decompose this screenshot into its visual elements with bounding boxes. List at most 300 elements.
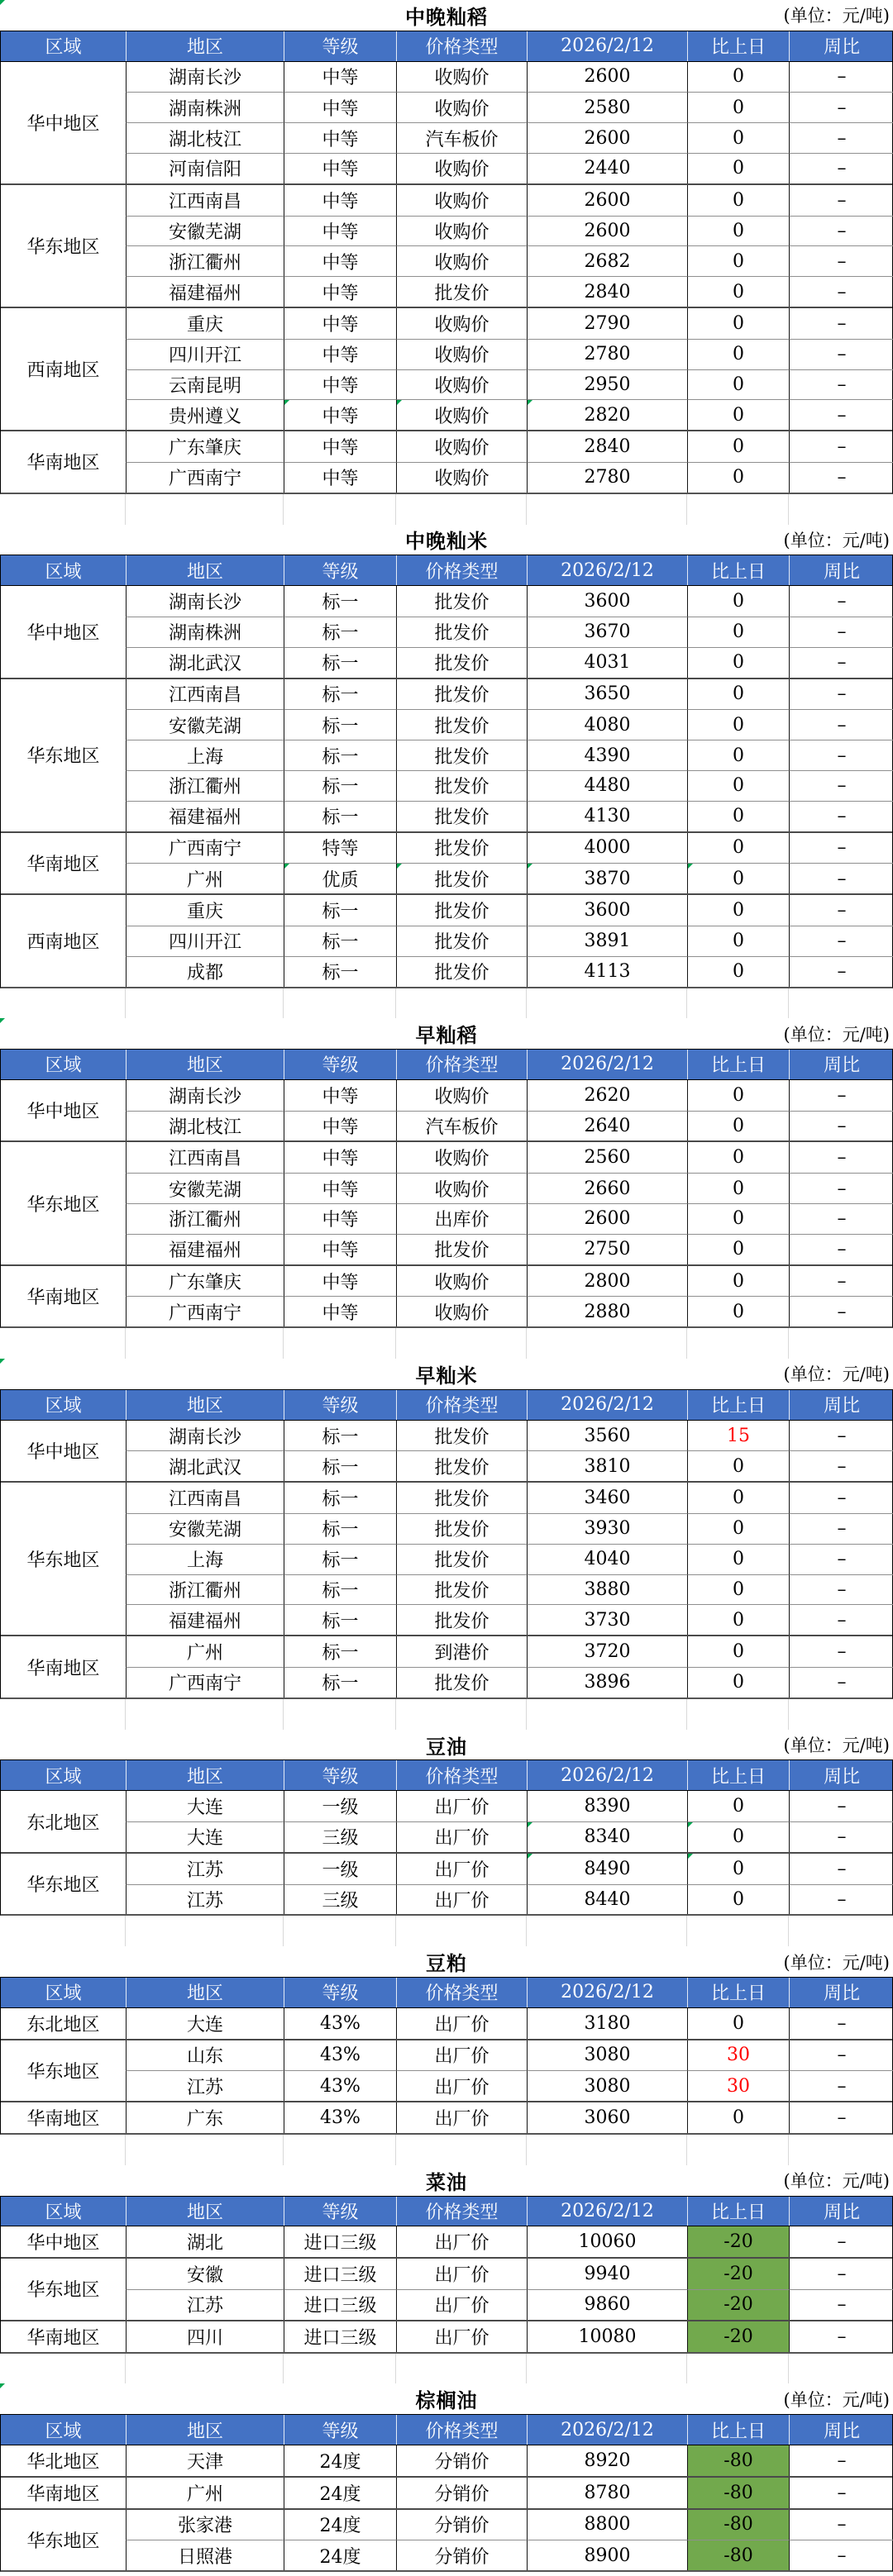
- cell-grade[interactable]: 中等: [284, 431, 396, 462]
- header-cell-grade[interactable]: 等级: [284, 1390, 396, 1420]
- cell-grade[interactable]: 进口三级: [284, 2259, 396, 2289]
- cell-price[interactable]: 2660: [527, 1173, 687, 1203]
- header-cell-ptype[interactable]: 价格类型: [396, 1050, 527, 1079]
- cell-price[interactable]: 2620: [527, 1080, 687, 1111]
- cell-price[interactable]: 3880: [527, 1574, 687, 1605]
- cell-ptype[interactable]: 收购价: [396, 431, 527, 462]
- cell-week[interactable]: –: [789, 647, 893, 678]
- header-cell-chg[interactable]: 比上日: [687, 1390, 789, 1420]
- cell-price[interactable]: 4480: [527, 770, 687, 801]
- cell-ptype[interactable]: 收购价: [396, 308, 527, 339]
- cell-area[interactable]: 天津: [126, 2445, 284, 2476]
- cell-ptype[interactable]: 批发价: [396, 956, 527, 987]
- cell-area[interactable]: 广州: [126, 1636, 284, 1667]
- cell-chg[interactable]: -20: [687, 2321, 789, 2352]
- cell-price[interactable]: 8900: [527, 2540, 687, 2570]
- cell-chg[interactable]: 30: [687, 2070, 789, 2101]
- header-cell-week[interactable]: 周比: [789, 31, 893, 61]
- cell-week[interactable]: –: [789, 2259, 893, 2289]
- header-cell-region[interactable]: 区域: [45, 37, 82, 59]
- header-cell-region[interactable]: 区域: [45, 1055, 82, 1077]
- header-cell-chg[interactable]: 比上日: [687, 31, 789, 61]
- cell-chg[interactable]: 0: [687, 1544, 789, 1574]
- cell-chg[interactable]: 0: [687, 1667, 789, 1697]
- cell-area[interactable]: 福建福州: [126, 1604, 284, 1635]
- cell-ptype[interactable]: 收购价: [396, 462, 527, 493]
- header-cell-region[interactable]: 区域: [45, 2421, 82, 2442]
- cell-chg[interactable]: 0: [687, 462, 789, 493]
- cell-week[interactable]: –: [789, 1080, 893, 1111]
- cell-week[interactable]: –: [789, 1111, 893, 1141]
- cell-grade[interactable]: 24度: [284, 2540, 396, 2570]
- cell-area[interactable]: 湖南株洲: [126, 92, 284, 122]
- cell-grade[interactable]: 三级: [284, 1884, 396, 1915]
- cell-ptype[interactable]: 出厂价: [396, 2040, 527, 2071]
- header-cell-week[interactable]: 周比: [789, 1050, 893, 1079]
- cell-area[interactable]: 上海: [126, 1544, 284, 1574]
- cell-region[interactable]: 华北地区: [26, 2451, 100, 2473]
- cell-price[interactable]: 3600: [527, 586, 687, 617]
- cell-area[interactable]: 江西南昌: [126, 1142, 284, 1173]
- cell-ptype[interactable]: 批发价: [396, 770, 527, 801]
- cell-price[interactable]: 2840: [527, 276, 687, 307]
- header-cell-grade[interactable]: 等级: [284, 1760, 396, 1790]
- cell-area[interactable]: 江西南昌: [126, 679, 284, 710]
- cell-grade[interactable]: 标一: [284, 895, 396, 926]
- cell-grade[interactable]: 24度: [284, 2445, 396, 2476]
- cell-chg[interactable]: -80: [687, 2540, 789, 2570]
- cell-chg[interactable]: 0: [687, 895, 789, 926]
- cell-grade[interactable]: 中等: [284, 216, 396, 246]
- cell-price[interactable]: 2640: [527, 1111, 687, 1141]
- cell-week[interactable]: –: [789, 2510, 893, 2540]
- cell-region[interactable]: 华南地区: [26, 2109, 100, 2131]
- header-cell-area[interactable]: 地区: [126, 1050, 284, 1079]
- cell-week[interactable]: –: [789, 801, 893, 831]
- cell-price[interactable]: 2560: [527, 1142, 687, 1173]
- cell-region[interactable]: 华南地区: [26, 1287, 100, 1308]
- cell-area[interactable]: 广州: [126, 863, 284, 893]
- cell-chg[interactable]: 0: [687, 863, 789, 893]
- header-cell-grade[interactable]: 等级: [284, 2197, 396, 2226]
- cell-area[interactable]: 大连: [126, 1791, 284, 1821]
- cell-area[interactable]: 湖北枝江: [126, 1111, 284, 1141]
- cell-week[interactable]: –: [789, 863, 893, 893]
- cell-week[interactable]: –: [789, 2008, 893, 2039]
- cell-price[interactable]: 3560: [527, 1421, 687, 1451]
- cell-grade[interactable]: 标一: [284, 679, 396, 710]
- cell-chg[interactable]: 0: [687, 1574, 789, 1605]
- cell-ptype[interactable]: 批发价: [396, 1667, 527, 1697]
- cell-ptype[interactable]: 出厂价: [396, 1791, 527, 1821]
- cell-chg[interactable]: 0: [687, 122, 789, 153]
- cell-grade[interactable]: 标一: [284, 740, 396, 770]
- cell-ptype[interactable]: 出厂价: [396, 2070, 527, 2101]
- cell-ptype[interactable]: 收购价: [396, 1142, 527, 1173]
- cell-week[interactable]: –: [789, 709, 893, 740]
- cell-region[interactable]: 华南地区: [26, 2327, 100, 2349]
- cell-ptype[interactable]: 批发价: [396, 1513, 527, 1544]
- cell-price[interactable]: 4040: [527, 1544, 687, 1574]
- cell-price[interactable]: 3080: [527, 2070, 687, 2101]
- cell-area[interactable]: 湖南长沙: [126, 1421, 284, 1451]
- cell-region[interactable]: 华东地区: [26, 1875, 100, 1897]
- cell-grade[interactable]: 43%: [284, 2008, 396, 2039]
- cell-week[interactable]: –: [789, 1421, 893, 1451]
- cell-price[interactable]: 2790: [527, 308, 687, 339]
- cell-chg[interactable]: 0: [687, 1142, 789, 1173]
- header-cell-chg[interactable]: 比上日: [687, 2415, 789, 2445]
- cell-grade[interactable]: 中等: [284, 308, 396, 339]
- header-cell-week[interactable]: 周比: [789, 555, 893, 585]
- cell-chg[interactable]: 0: [687, 1821, 789, 1852]
- cell-price[interactable]: 8440: [527, 1884, 687, 1915]
- cell-chg[interactable]: 0: [687, 431, 789, 462]
- cell-price[interactable]: 8490: [527, 1854, 687, 1884]
- cell-price[interactable]: 2880: [527, 1296, 687, 1326]
- cell-ptype[interactable]: 批发价: [396, 926, 527, 956]
- cell-grade[interactable]: 标一: [284, 617, 396, 647]
- cell-week[interactable]: –: [789, 1544, 893, 1574]
- header-cell-week[interactable]: 周比: [789, 2415, 893, 2445]
- cell-grade[interactable]: 标一: [284, 1604, 396, 1635]
- cell-area[interactable]: 浙江衢州: [126, 1574, 284, 1605]
- cell-chg[interactable]: 0: [687, 276, 789, 307]
- cell-area[interactable]: 广东: [126, 2102, 284, 2133]
- cell-area[interactable]: 安徽芜湖: [126, 709, 284, 740]
- cell-ptype[interactable]: 收购价: [396, 153, 527, 183]
- cell-ptype[interactable]: 出库价: [396, 1203, 527, 1234]
- cell-price[interactable]: 3930: [527, 1513, 687, 1544]
- cell-price[interactable]: 3080: [527, 2040, 687, 2071]
- cell-week[interactable]: –: [789, 1266, 893, 1297]
- cell-chg[interactable]: -80: [687, 2478, 789, 2508]
- cell-ptype[interactable]: 批发价: [396, 833, 527, 864]
- cell-price[interactable]: 3891: [527, 926, 687, 956]
- cell-grade[interactable]: 中等: [284, 1203, 396, 1234]
- header-cell-area[interactable]: 地区: [126, 2197, 284, 2226]
- cell-chg[interactable]: 0: [687, 2008, 789, 2039]
- cell-ptype[interactable]: 批发价: [396, 679, 527, 710]
- cell-price[interactable]: 10080: [527, 2321, 687, 2352]
- cell-chg[interactable]: 0: [687, 1604, 789, 1635]
- cell-area[interactable]: 成都: [126, 956, 284, 987]
- cell-grade[interactable]: 一级: [284, 1791, 396, 1821]
- cell-chg[interactable]: -20: [687, 2289, 789, 2320]
- cell-area[interactable]: 日照港: [126, 2540, 284, 2570]
- cell-ptype[interactable]: 收购价: [396, 1296, 527, 1326]
- cell-price[interactable]: 8780: [527, 2478, 687, 2508]
- cell-week[interactable]: –: [789, 2478, 893, 2508]
- cell-area[interactable]: 浙江衢州: [126, 1203, 284, 1234]
- header-cell-region[interactable]: 区域: [45, 561, 82, 583]
- header-cell-date[interactable]: 2026/2/12: [527, 1760, 687, 1790]
- cell-price[interactable]: 2600: [527, 185, 687, 216]
- cell-region[interactable]: 华中地区: [26, 1441, 100, 1463]
- header-cell-week[interactable]: 周比: [789, 1978, 893, 2007]
- cell-grade[interactable]: 标一: [284, 801, 396, 831]
- cell-chg[interactable]: 0: [687, 153, 789, 183]
- header-cell-area[interactable]: 地区: [126, 31, 284, 61]
- cell-week[interactable]: –: [789, 62, 893, 93]
- cell-area[interactable]: 重庆: [126, 308, 284, 339]
- cell-ptype[interactable]: 批发价: [396, 1450, 527, 1481]
- cell-region[interactable]: 华东地区: [26, 236, 100, 258]
- header-cell-ptype[interactable]: 价格类型: [396, 2415, 527, 2445]
- cell-grade[interactable]: 标一: [284, 770, 396, 801]
- cell-ptype[interactable]: 分销价: [396, 2478, 527, 2508]
- cell-grade[interactable]: 三级: [284, 1821, 396, 1852]
- cell-week[interactable]: –: [789, 1450, 893, 1481]
- cell-grade[interactable]: 24度: [284, 2510, 396, 2540]
- cell-price[interactable]: 3810: [527, 1450, 687, 1481]
- cell-price[interactable]: 2820: [527, 399, 687, 430]
- cell-week[interactable]: –: [789, 399, 893, 430]
- cell-price[interactable]: 3870: [527, 863, 687, 893]
- cell-region[interactable]: 华南地区: [26, 453, 100, 474]
- cell-price[interactable]: 8340: [527, 1821, 687, 1852]
- cell-chg[interactable]: 0: [687, 956, 789, 987]
- header-cell-date[interactable]: 2026/2/12: [527, 31, 687, 61]
- cell-region[interactable]: 华南地区: [26, 1658, 100, 1679]
- cell-grade[interactable]: 中等: [284, 276, 396, 307]
- cell-chg[interactable]: 0: [687, 399, 789, 430]
- header-cell-chg[interactable]: 比上日: [687, 1760, 789, 1790]
- cell-area[interactable]: 安徽: [126, 2259, 284, 2289]
- cell-week[interactable]: –: [789, 1173, 893, 1203]
- cell-grade[interactable]: 中等: [284, 339, 396, 369]
- cell-week[interactable]: –: [789, 308, 893, 339]
- cell-area[interactable]: 大连: [126, 1821, 284, 1852]
- cell-chg[interactable]: 0: [687, 770, 789, 801]
- cell-week[interactable]: –: [789, 956, 893, 987]
- cell-area[interactable]: 湖北武汉: [126, 647, 284, 678]
- header-cell-date[interactable]: 2026/2/12: [527, 2197, 687, 2226]
- cell-area[interactable]: 广西南宁: [126, 833, 284, 864]
- cell-area[interactable]: 贵州遵义: [126, 399, 284, 430]
- cell-ptype[interactable]: 批发价: [396, 1604, 527, 1635]
- cell-ptype[interactable]: 批发价: [396, 895, 527, 926]
- cell-region[interactable]: 西南地区: [26, 931, 100, 953]
- cell-price[interactable]: 10060: [527, 2226, 687, 2257]
- cell-area[interactable]: 广西南宁: [126, 1667, 284, 1697]
- cell-grade[interactable]: 进口三级: [284, 2226, 396, 2257]
- cell-chg[interactable]: -80: [687, 2445, 789, 2476]
- header-cell-ptype[interactable]: 价格类型: [396, 1978, 527, 2007]
- cell-grade[interactable]: 标一: [284, 1483, 396, 1513]
- cell-area[interactable]: 福建福州: [126, 276, 284, 307]
- cell-grade[interactable]: 进口三级: [284, 2289, 396, 2320]
- cell-ptype[interactable]: 出厂价: [396, 2226, 527, 2257]
- cell-region[interactable]: 东北地区: [26, 2014, 100, 2036]
- header-cell-grade[interactable]: 等级: [284, 2415, 396, 2445]
- cell-ptype[interactable]: 出厂价: [396, 2259, 527, 2289]
- header-cell-ptype[interactable]: 价格类型: [396, 555, 527, 585]
- cell-grade[interactable]: 标一: [284, 709, 396, 740]
- cell-price[interactable]: 3896: [527, 1667, 687, 1697]
- cell-area[interactable]: 四川: [126, 2321, 284, 2352]
- cell-area[interactable]: 广东肇庆: [126, 1266, 284, 1297]
- cell-chg[interactable]: 0: [687, 1234, 789, 1264]
- cell-price[interactable]: 2600: [527, 62, 687, 93]
- cell-area[interactable]: 山东: [126, 2040, 284, 2071]
- cell-area[interactable]: 张家港: [126, 2510, 284, 2540]
- cell-chg[interactable]: 30: [687, 2040, 789, 2071]
- cell-week[interactable]: –: [789, 216, 893, 246]
- cell-grade[interactable]: 标一: [284, 647, 396, 678]
- header-cell-area[interactable]: 地区: [126, 555, 284, 585]
- cell-region[interactable]: 东北地区: [26, 1812, 100, 1834]
- cell-grade[interactable]: 标一: [284, 1667, 396, 1697]
- cell-grade[interactable]: 标一: [284, 956, 396, 987]
- cell-ptype[interactable]: 分销价: [396, 2540, 527, 2570]
- cell-region[interactable]: 华中地区: [26, 113, 100, 135]
- cell-ptype[interactable]: 出厂价: [396, 1884, 527, 1915]
- cell-week[interactable]: –: [789, 1821, 893, 1852]
- header-cell-chg[interactable]: 比上日: [687, 1978, 789, 2007]
- cell-price[interactable]: 8920: [527, 2445, 687, 2476]
- cell-grade[interactable]: 43%: [284, 2040, 396, 2071]
- cell-area[interactable]: 江苏: [126, 2070, 284, 2101]
- cell-ptype[interactable]: 批发价: [396, 1574, 527, 1605]
- cell-grade[interactable]: 标一: [284, 1636, 396, 1667]
- cell-area[interactable]: 湖南株洲: [126, 617, 284, 647]
- header-cell-date[interactable]: 2026/2/12: [527, 555, 687, 585]
- cell-area[interactable]: 福建福州: [126, 1234, 284, 1264]
- cell-chg[interactable]: 0: [687, 339, 789, 369]
- cell-area[interactable]: 上海: [126, 740, 284, 770]
- cell-ptype[interactable]: 汽车板价: [396, 122, 527, 153]
- cell-week[interactable]: –: [789, 586, 893, 617]
- cell-chg[interactable]: 0: [687, 2102, 789, 2133]
- cell-week[interactable]: –: [789, 2040, 893, 2071]
- cell-week[interactable]: –: [789, 1574, 893, 1605]
- cell-chg[interactable]: 0: [687, 801, 789, 831]
- cell-area[interactable]: 重庆: [126, 895, 284, 926]
- header-cell-ptype[interactable]: 价格类型: [396, 1390, 527, 1420]
- header-cell-chg[interactable]: 比上日: [687, 1050, 789, 1079]
- cell-week[interactable]: –: [789, 2070, 893, 2101]
- cell-chg[interactable]: 0: [687, 1636, 789, 1667]
- cell-chg[interactable]: 0: [687, 617, 789, 647]
- cell-grade[interactable]: 特等: [284, 833, 396, 864]
- cell-week[interactable]: –: [789, 2226, 893, 2257]
- cell-price[interactable]: 4000: [527, 833, 687, 864]
- header-cell-date[interactable]: 2026/2/12: [527, 1978, 687, 2007]
- cell-price[interactable]: 3730: [527, 1604, 687, 1635]
- cell-grade[interactable]: 标一: [284, 586, 396, 617]
- cell-week[interactable]: –: [789, 339, 893, 369]
- cell-price[interactable]: 4390: [527, 740, 687, 770]
- cell-ptype[interactable]: 批发价: [396, 1483, 527, 1513]
- cell-price[interactable]: 3720: [527, 1636, 687, 1667]
- cell-week[interactable]: –: [789, 2321, 893, 2352]
- cell-week[interactable]: –: [789, 895, 893, 926]
- cell-week[interactable]: –: [789, 153, 893, 183]
- cell-week[interactable]: –: [789, 1513, 893, 1544]
- cell-week[interactable]: –: [789, 1483, 893, 1513]
- cell-ptype[interactable]: 收购价: [396, 1173, 527, 1203]
- cell-area[interactable]: 江西南昌: [126, 1483, 284, 1513]
- cell-chg[interactable]: 0: [687, 926, 789, 956]
- cell-area[interactable]: 江西南昌: [126, 185, 284, 216]
- cell-chg[interactable]: 0: [687, 1791, 789, 1821]
- cell-ptype[interactable]: 批发价: [396, 801, 527, 831]
- cell-region[interactable]: 华东地区: [26, 1550, 100, 1571]
- cell-week[interactable]: –: [789, 2289, 893, 2320]
- cell-chg[interactable]: 0: [687, 1483, 789, 1513]
- header-cell-area[interactable]: 地区: [126, 2415, 284, 2445]
- cell-grade[interactable]: 标一: [284, 1513, 396, 1544]
- header-cell-date[interactable]: 2026/2/12: [527, 1390, 687, 1420]
- cell-ptype[interactable]: 收购价: [396, 339, 527, 369]
- cell-price[interactable]: 3460: [527, 1483, 687, 1513]
- cell-grade[interactable]: 中等: [284, 1111, 396, 1141]
- cell-area[interactable]: 广东肇庆: [126, 431, 284, 462]
- cell-ptype[interactable]: 分销价: [396, 2510, 527, 2540]
- cell-week[interactable]: –: [789, 92, 893, 122]
- cell-grade[interactable]: 标一: [284, 1544, 396, 1574]
- cell-price[interactable]: 8390: [527, 1791, 687, 1821]
- cell-chg[interactable]: 0: [687, 1203, 789, 1234]
- cell-chg[interactable]: 0: [687, 185, 789, 216]
- cell-price[interactable]: 9860: [527, 2289, 687, 2320]
- cell-chg[interactable]: -80: [687, 2510, 789, 2540]
- cell-area[interactable]: 浙江衢州: [126, 245, 284, 276]
- cell-ptype[interactable]: 收购价: [396, 1080, 527, 1111]
- cell-area[interactable]: 江苏: [126, 2289, 284, 2320]
- cell-chg[interactable]: 0: [687, 740, 789, 770]
- cell-region[interactable]: 华东地区: [26, 1194, 100, 1216]
- header-cell-ptype[interactable]: 价格类型: [396, 31, 527, 61]
- cell-ptype[interactable]: 收购价: [396, 216, 527, 246]
- cell-price[interactable]: 2580: [527, 92, 687, 122]
- cell-chg[interactable]: 0: [687, 1080, 789, 1111]
- cell-area[interactable]: 四川开江: [126, 339, 284, 369]
- cell-area[interactable]: 湖南长沙: [126, 586, 284, 617]
- cell-grade[interactable]: 中等: [284, 62, 396, 93]
- cell-region[interactable]: 华东地区: [26, 746, 100, 768]
- cell-chg[interactable]: -20: [687, 2226, 789, 2257]
- cell-chg[interactable]: 0: [687, 647, 789, 678]
- cell-price[interactable]: 2750: [527, 1234, 687, 1264]
- cell-ptype[interactable]: 分销价: [396, 2445, 527, 2476]
- cell-ptype[interactable]: 汽车板价: [396, 1111, 527, 1141]
- cell-ptype[interactable]: 收购价: [396, 245, 527, 276]
- cell-area[interactable]: 浙江衢州: [126, 770, 284, 801]
- cell-week[interactable]: –: [789, 617, 893, 647]
- cell-price[interactable]: 3670: [527, 617, 687, 647]
- header-cell-date[interactable]: 2026/2/12: [527, 2415, 687, 2445]
- cell-week[interactable]: –: [789, 1854, 893, 1884]
- cell-grade[interactable]: 中等: [284, 369, 396, 400]
- cell-chg[interactable]: 0: [687, 1296, 789, 1326]
- cell-price[interactable]: 3600: [527, 895, 687, 926]
- cell-chg[interactable]: 0: [687, 308, 789, 339]
- cell-week[interactable]: –: [789, 2102, 893, 2133]
- header-cell-date[interactable]: 2026/2/12: [527, 1050, 687, 1079]
- cell-ptype[interactable]: 批发价: [396, 1234, 527, 1264]
- cell-price[interactable]: 4113: [527, 956, 687, 987]
- cell-ptype[interactable]: 批发价: [396, 617, 527, 647]
- cell-area[interactable]: 福建福州: [126, 801, 284, 831]
- cell-price[interactable]: 2780: [527, 339, 687, 369]
- cell-region[interactable]: 华东地区: [26, 2280, 100, 2302]
- cell-grade[interactable]: 标一: [284, 1421, 396, 1451]
- cell-area[interactable]: 河南信阳: [126, 153, 284, 183]
- cell-region[interactable]: 西南地区: [26, 360, 100, 382]
- cell-chg[interactable]: 0: [687, 62, 789, 93]
